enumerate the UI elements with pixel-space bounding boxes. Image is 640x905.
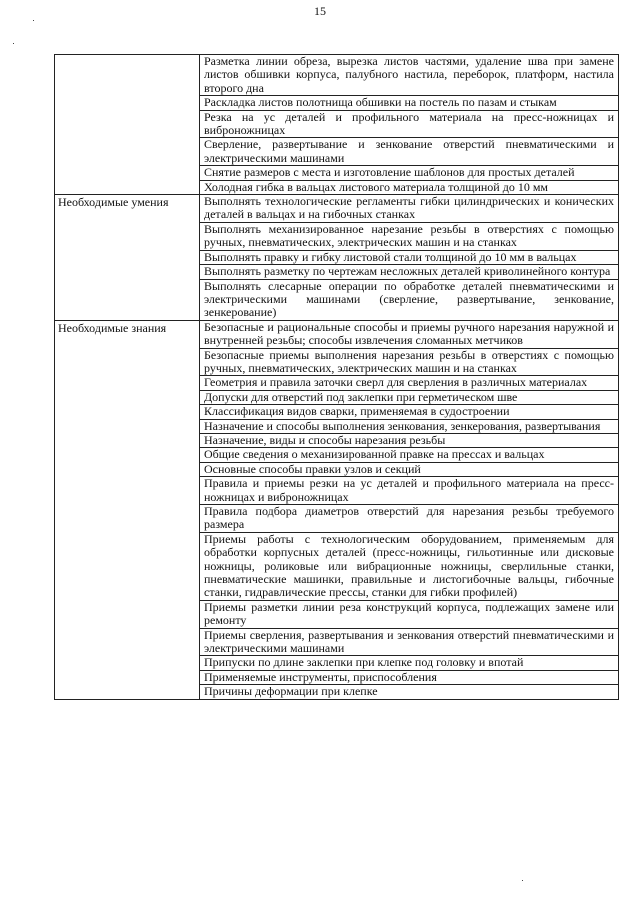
list-item: Правила подбора диаметров отверстий для нарезания резьбы требуемого размера	[200, 505, 619, 533]
scan-artifact	[13, 43, 14, 44]
list-item: Основные способы правки узлов и секций	[200, 462, 619, 476]
list-item: Выполнять технологические регламенты гибки цилиндрических и конических деталей в вальцах и на гибочных станках	[200, 195, 619, 223]
page-number: 15	[314, 4, 326, 18]
list-item: Снятие размеров с места и изготовление шаблонов для простых деталей	[200, 166, 619, 180]
list-item: Безопасные и рациональные способы и приемы ручного нарезания наружной и внутренней резьбы; способы извлечения сломанных метчиков	[200, 320, 619, 348]
list-item: Приемы разметки линии реза конструкций корпуса, подлежащих замене или ремонту	[200, 600, 619, 628]
scan-artifact	[33, 20, 34, 21]
list-item: Сверление, развертывание и зенкование отверстий пневматическими и электрическими машинами	[200, 138, 619, 166]
list-item: Выполнять механизированное нарезание резьбы в отверстиях с помощью ручных, пневматических, электрических машин и на станках	[200, 222, 619, 250]
list-item: Назначение и способы выполнения зенкования, зенкерования, развертывания	[200, 419, 619, 433]
table-row	[55, 320, 619, 348]
list-item: Применяемые инструменты, приспособления	[200, 670, 619, 684]
section-label: Необходимые умения	[55, 195, 200, 321]
list-item: Разметка линии обреза, вырезка листов частями, удаление шва при замене листов обшивки корпуса, палубного настила, переборок, платформ, настила второго дна	[200, 55, 619, 96]
table-row	[55, 195, 619, 223]
section-label	[55, 55, 200, 195]
competency-table-body	[55, 55, 619, 700]
list-item: Припуски по длине заклепки при клепке под головку и впотай	[200, 656, 619, 670]
section-label: Необходимые знания	[55, 320, 200, 699]
list-item: Выполнять правку и гибку листовой стали толщиной до 10 мм в вальцах	[200, 250, 619, 264]
competency-table	[54, 54, 619, 700]
list-item: Выполнять слесарные операции по обработке деталей пневматическими и электрическими машинами (сверление, развертывание, зенкование, зенкерование)	[200, 279, 619, 320]
table-row	[55, 55, 619, 96]
scan-artifact	[522, 880, 523, 881]
list-item: Приемы работы с технологическим оборудованием, применяемым для обработки корпусных деталей (пресс-ножницы, гильотинные или дисковые ножницы, роликовые или вибрационные ножницы, сверлильные станки, пневматические машинки, правильные и листогибочные вальцы, гибочные станки, гидравлические прессы, станки для гибки профилей)	[200, 532, 619, 600]
list-item: Раскладка листов полотнища обшивки на постель по пазам и стыкам	[200, 96, 619, 110]
list-item: Приемы сверления, развертывания и зенкования отверстий пневматическими и электрическими машинами	[200, 628, 619, 656]
list-item: Выполнять разметку по чертежам несложных деталей криволинейного контура	[200, 265, 619, 279]
list-item: Классификация видов сварки, применяемая в судостроении	[200, 405, 619, 419]
list-item: Холодная гибка в вальцах листового материала толщиной до 10 мм	[200, 180, 619, 194]
list-item: Допуски для отверстий под заклепки при герметическом шве	[200, 390, 619, 404]
list-item: Причины деформации при клепке	[200, 685, 619, 699]
list-item: Резка на ус деталей и профильного материала на пресс-ножницах и виброножницах	[200, 110, 619, 138]
list-item: Геометрия и правила заточки сверл для сверления в различных материалах	[200, 376, 619, 390]
list-item: Общие сведения о механизированной правке на прессах и вальцах	[200, 448, 619, 462]
list-item: Правила и приемы резки на ус деталей и профильного материала на пресс-ножницах и виброножницах	[200, 477, 619, 505]
list-item: Безопасные приемы выполнения нарезания резьбы в отверстиях с помощью ручных, пневматических, электрических машин и на станках	[200, 348, 619, 376]
list-item: Назначение, виды и способы нарезания резьбы	[200, 433, 619, 447]
